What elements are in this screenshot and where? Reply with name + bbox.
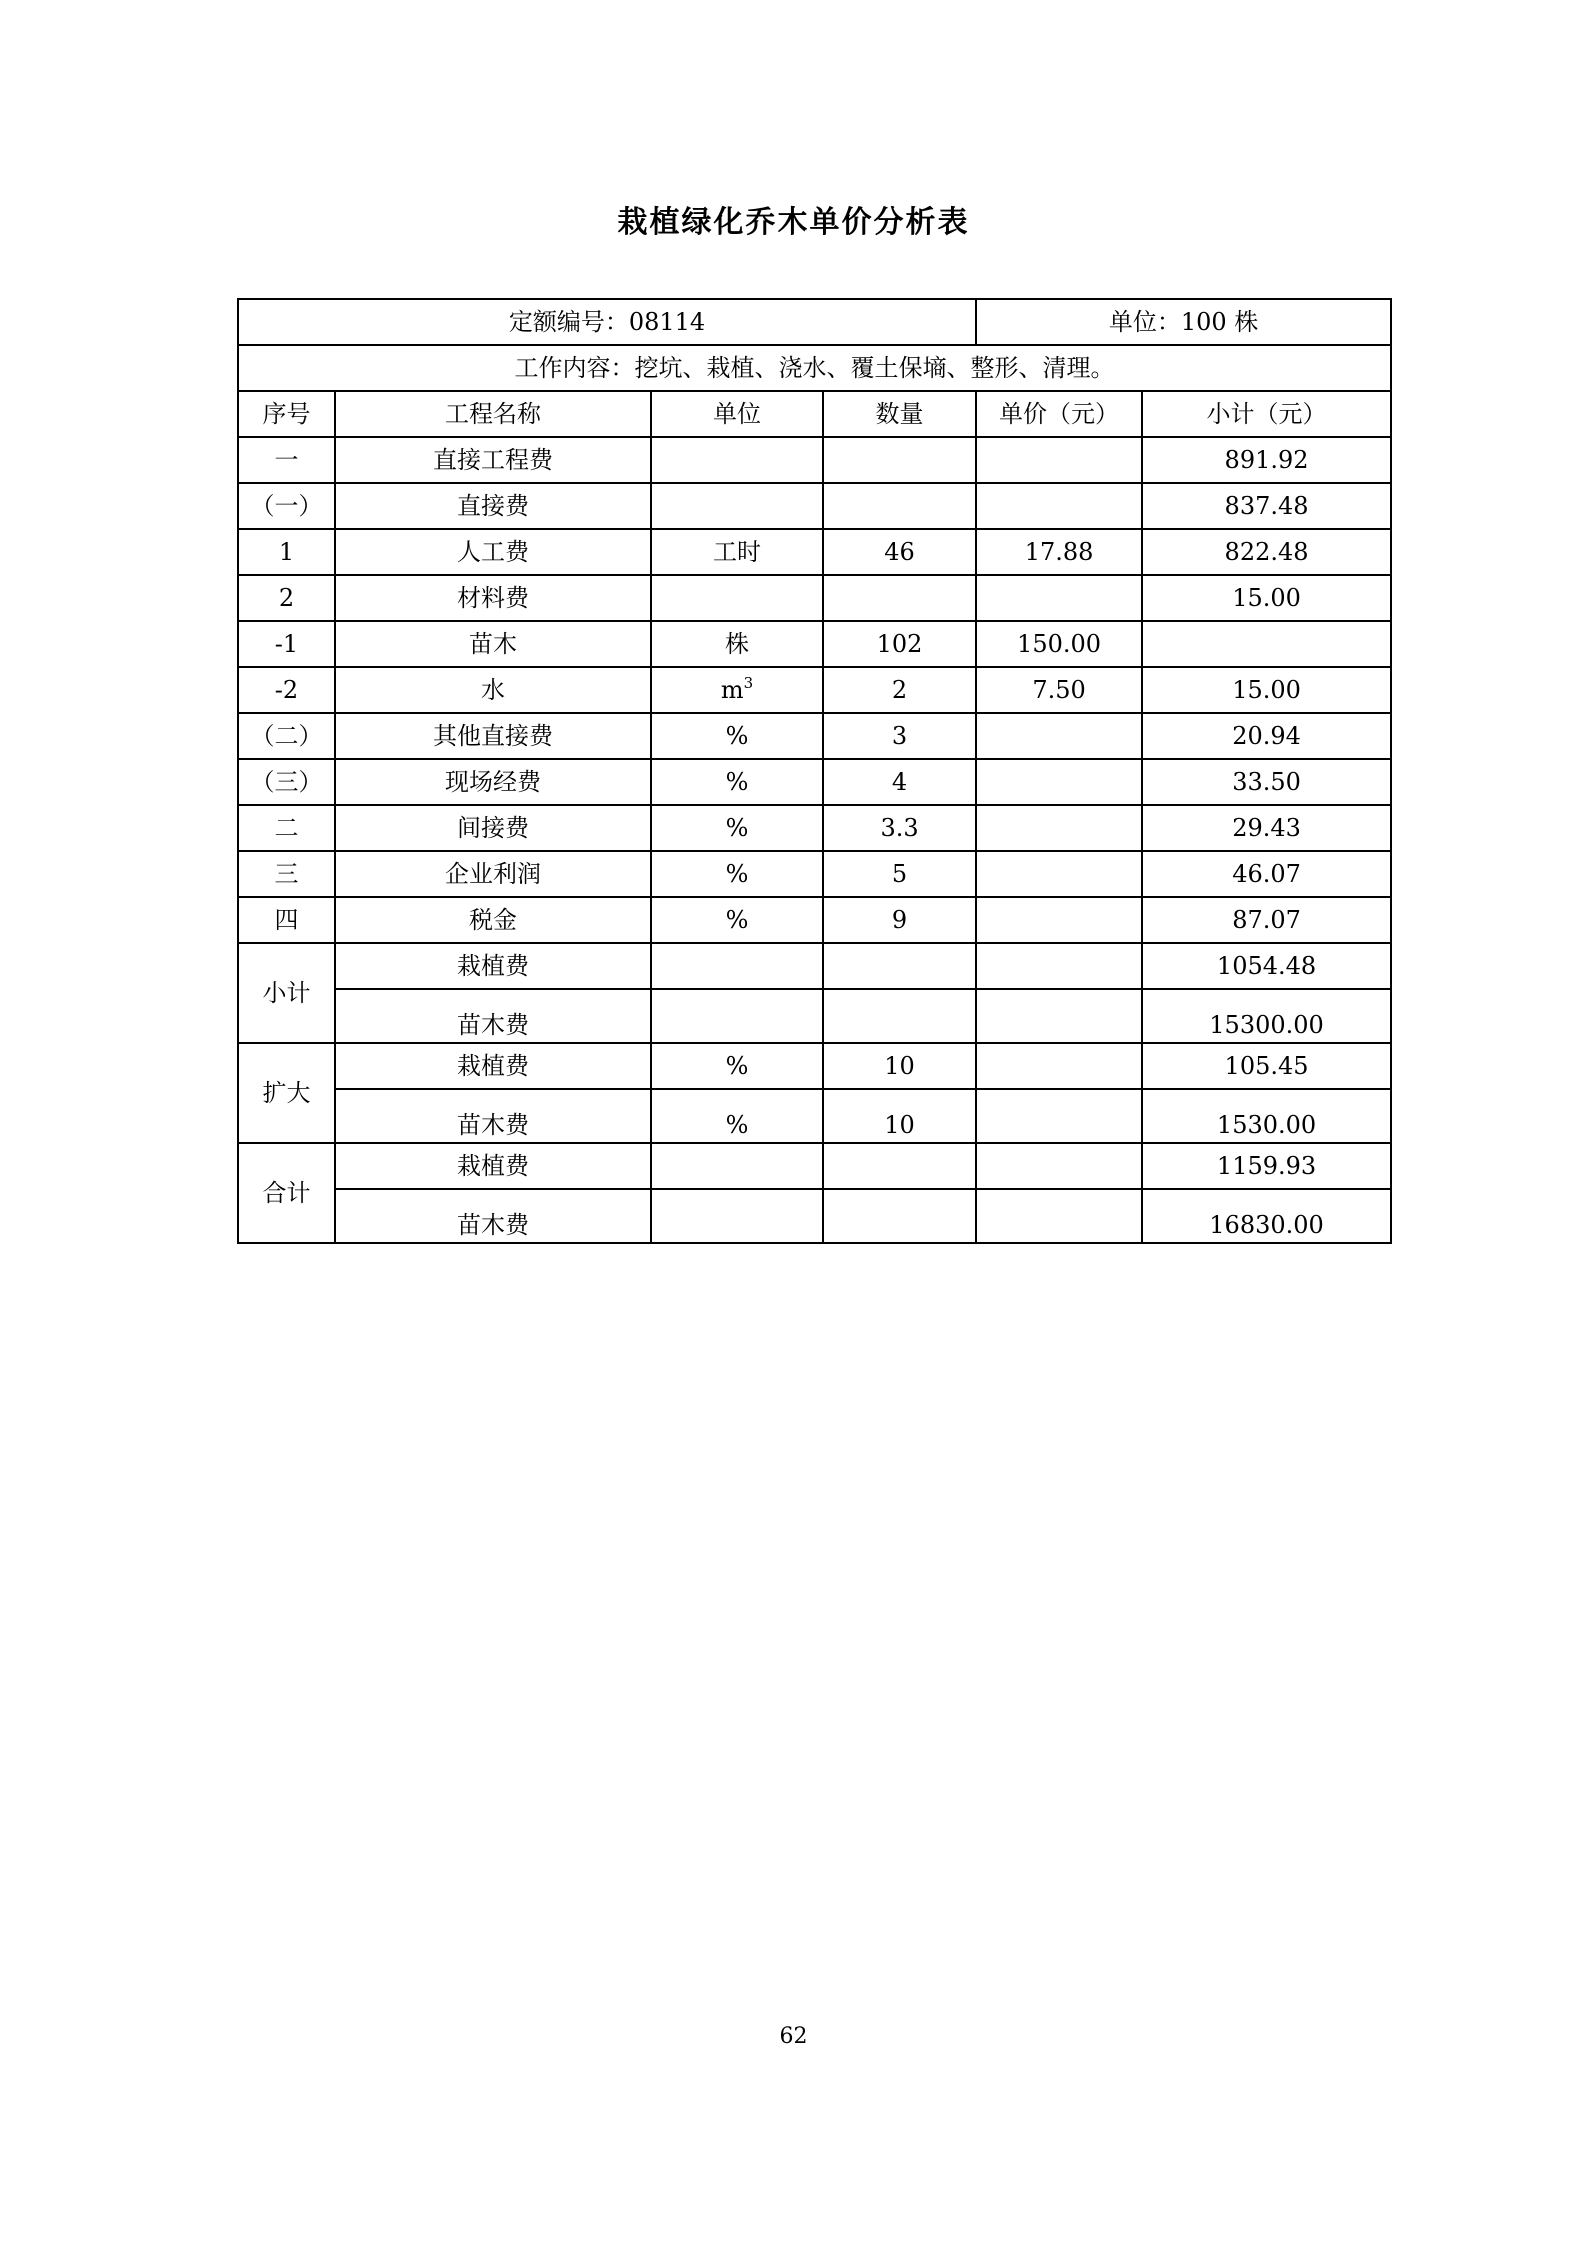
row-price bbox=[976, 851, 1142, 897]
unit-superscript: 3 bbox=[743, 674, 754, 692]
group-price bbox=[976, 989, 1142, 1043]
group-label: 扩大 bbox=[238, 1043, 335, 1143]
page-title: 栽植绿化乔木单价分析表 bbox=[617, 205, 970, 240]
row-unit bbox=[651, 667, 823, 713]
table-row bbox=[238, 805, 1391, 851]
row-unit: % bbox=[651, 897, 823, 943]
row-unit: 工时 bbox=[651, 529, 823, 575]
row-qty: 2 bbox=[823, 667, 976, 713]
header-price: 单价（元） bbox=[976, 391, 1142, 437]
table-row bbox=[238, 621, 1391, 667]
row-price bbox=[976, 483, 1142, 529]
row-qty bbox=[823, 483, 976, 529]
group-name: 苗木费 bbox=[335, 989, 651, 1043]
group-row bbox=[238, 1043, 1391, 1089]
header-seq: 序号 bbox=[238, 391, 335, 437]
row-seq: 一 bbox=[238, 437, 335, 483]
group-qty: 10 bbox=[823, 1043, 976, 1089]
row-name: 人工费 bbox=[335, 529, 651, 575]
row-price bbox=[976, 897, 1142, 943]
row-qty bbox=[823, 575, 976, 621]
row-name: 直接费 bbox=[335, 483, 651, 529]
row-subtotal: 15.00 bbox=[1142, 667, 1391, 713]
row-price bbox=[976, 575, 1142, 621]
row-qty: 102 bbox=[823, 621, 976, 667]
group-row bbox=[238, 1189, 1391, 1243]
row-unit: 株 bbox=[651, 621, 823, 667]
table-row bbox=[238, 483, 1391, 529]
row-qty: 3.3 bbox=[823, 805, 976, 851]
row-subtotal: 822.48 bbox=[1142, 529, 1391, 575]
row-name: 水 bbox=[335, 667, 651, 713]
row-price bbox=[976, 805, 1142, 851]
row-name: 材料费 bbox=[335, 575, 651, 621]
group-price bbox=[976, 1189, 1142, 1243]
row-seq: （二） bbox=[238, 713, 335, 759]
row-unit: % bbox=[651, 713, 823, 759]
group-row bbox=[238, 1089, 1391, 1143]
group-label: 合计 bbox=[238, 1143, 335, 1243]
row-name: 企业利润 bbox=[335, 851, 651, 897]
row-qty bbox=[823, 437, 976, 483]
row-qty: 9 bbox=[823, 897, 976, 943]
row-name: 苗木 bbox=[335, 621, 651, 667]
group-subtotal: 1530.00 bbox=[1142, 1089, 1391, 1143]
group-price bbox=[976, 1143, 1142, 1189]
group-name: 苗木费 bbox=[335, 1089, 651, 1143]
row-seq: 四 bbox=[238, 897, 335, 943]
row-subtotal: 29.43 bbox=[1142, 805, 1391, 851]
group-price bbox=[976, 943, 1142, 989]
group-subtotal: 1159.93 bbox=[1142, 1143, 1391, 1189]
group-unit: % bbox=[651, 1043, 823, 1089]
unit-info: 单位：100 株 bbox=[976, 299, 1391, 345]
group-name: 栽植费 bbox=[335, 943, 651, 989]
table-row bbox=[238, 437, 1391, 483]
header-qty: 数量 bbox=[823, 391, 976, 437]
row-seq: 二 bbox=[238, 805, 335, 851]
table-row bbox=[238, 897, 1391, 943]
group-unit bbox=[651, 943, 823, 989]
row-name: 其他直接费 bbox=[335, 713, 651, 759]
row-price: 150.00 bbox=[976, 621, 1142, 667]
row-subtotal: 33.50 bbox=[1142, 759, 1391, 805]
row-price: 7.50 bbox=[976, 667, 1142, 713]
row-subtotal: 891.92 bbox=[1142, 437, 1391, 483]
row-unit: % bbox=[651, 851, 823, 897]
row-subtotal bbox=[1142, 621, 1391, 667]
row-qty: 5 bbox=[823, 851, 976, 897]
unit-price-analysis-table bbox=[237, 298, 1392, 1244]
group-unit bbox=[651, 1143, 823, 1189]
row-seq: 三 bbox=[238, 851, 335, 897]
row-subtotal: 87.07 bbox=[1142, 897, 1391, 943]
row-qty: 3 bbox=[823, 713, 976, 759]
group-subtotal: 15300.00 bbox=[1142, 989, 1391, 1043]
row-price bbox=[976, 437, 1142, 483]
row-unit: % bbox=[651, 759, 823, 805]
group-subtotal: 1054.48 bbox=[1142, 943, 1391, 989]
group-row bbox=[238, 989, 1391, 1043]
row-price bbox=[976, 713, 1142, 759]
header-row bbox=[238, 391, 1391, 437]
row-seq: -2 bbox=[238, 667, 335, 713]
group-price bbox=[976, 1089, 1142, 1143]
row-unit bbox=[651, 437, 823, 483]
group-qty bbox=[823, 1143, 976, 1189]
group-row bbox=[238, 1143, 1391, 1189]
table-row bbox=[238, 529, 1391, 575]
row-name: 税金 bbox=[335, 897, 651, 943]
row-unit bbox=[651, 575, 823, 621]
row-price: 17.88 bbox=[976, 529, 1142, 575]
header-subtotal: 小计（元） bbox=[1142, 391, 1391, 437]
table-row bbox=[238, 667, 1391, 713]
row-seq: 2 bbox=[238, 575, 335, 621]
row-subtotal: 15.00 bbox=[1142, 575, 1391, 621]
group-qty bbox=[823, 943, 976, 989]
table-row bbox=[238, 713, 1391, 759]
quota-code: 定额编号：08114 bbox=[238, 299, 976, 345]
group-row bbox=[238, 943, 1391, 989]
group-name: 栽植费 bbox=[335, 1043, 651, 1089]
table-row bbox=[238, 575, 1391, 621]
group-unit bbox=[651, 989, 823, 1043]
group-subtotal: 16830.00 bbox=[1142, 1189, 1391, 1243]
row-unit bbox=[651, 483, 823, 529]
row-subtotal: 837.48 bbox=[1142, 483, 1391, 529]
row-qty: 4 bbox=[823, 759, 976, 805]
row-seq: -1 bbox=[238, 621, 335, 667]
table-body bbox=[238, 299, 1391, 1243]
row-qty: 46 bbox=[823, 529, 976, 575]
unit-base: m bbox=[720, 676, 744, 704]
row-price bbox=[976, 759, 1142, 805]
row-name: 间接费 bbox=[335, 805, 651, 851]
group-price bbox=[976, 1043, 1142, 1089]
header-name: 工程名称 bbox=[335, 391, 651, 437]
row-name: 直接工程费 bbox=[335, 437, 651, 483]
row-subtotal: 46.07 bbox=[1142, 851, 1391, 897]
group-qty bbox=[823, 1189, 976, 1243]
row-seq: （三） bbox=[238, 759, 335, 805]
row-name: 现场经费 bbox=[335, 759, 651, 805]
table-row bbox=[238, 759, 1391, 805]
group-subtotal: 105.45 bbox=[1142, 1043, 1391, 1089]
header-unit: 单位 bbox=[651, 391, 823, 437]
row-seq: 1 bbox=[238, 529, 335, 575]
work-content: 工作内容：挖坑、栽植、浇水、覆土保墒、整形、清理。 bbox=[238, 345, 1391, 391]
page-number: 62 bbox=[779, 2024, 808, 2049]
group-name: 苗木费 bbox=[335, 1189, 651, 1243]
row-subtotal: 20.94 bbox=[1142, 713, 1391, 759]
group-unit bbox=[651, 1189, 823, 1243]
group-qty: 10 bbox=[823, 1089, 976, 1143]
group-unit: % bbox=[651, 1089, 823, 1143]
row-seq: （一） bbox=[238, 483, 335, 529]
group-label: 小计 bbox=[238, 943, 335, 1043]
group-qty bbox=[823, 989, 976, 1043]
row-unit: % bbox=[651, 805, 823, 851]
table-row bbox=[238, 851, 1391, 897]
group-name: 栽植费 bbox=[335, 1143, 651, 1189]
